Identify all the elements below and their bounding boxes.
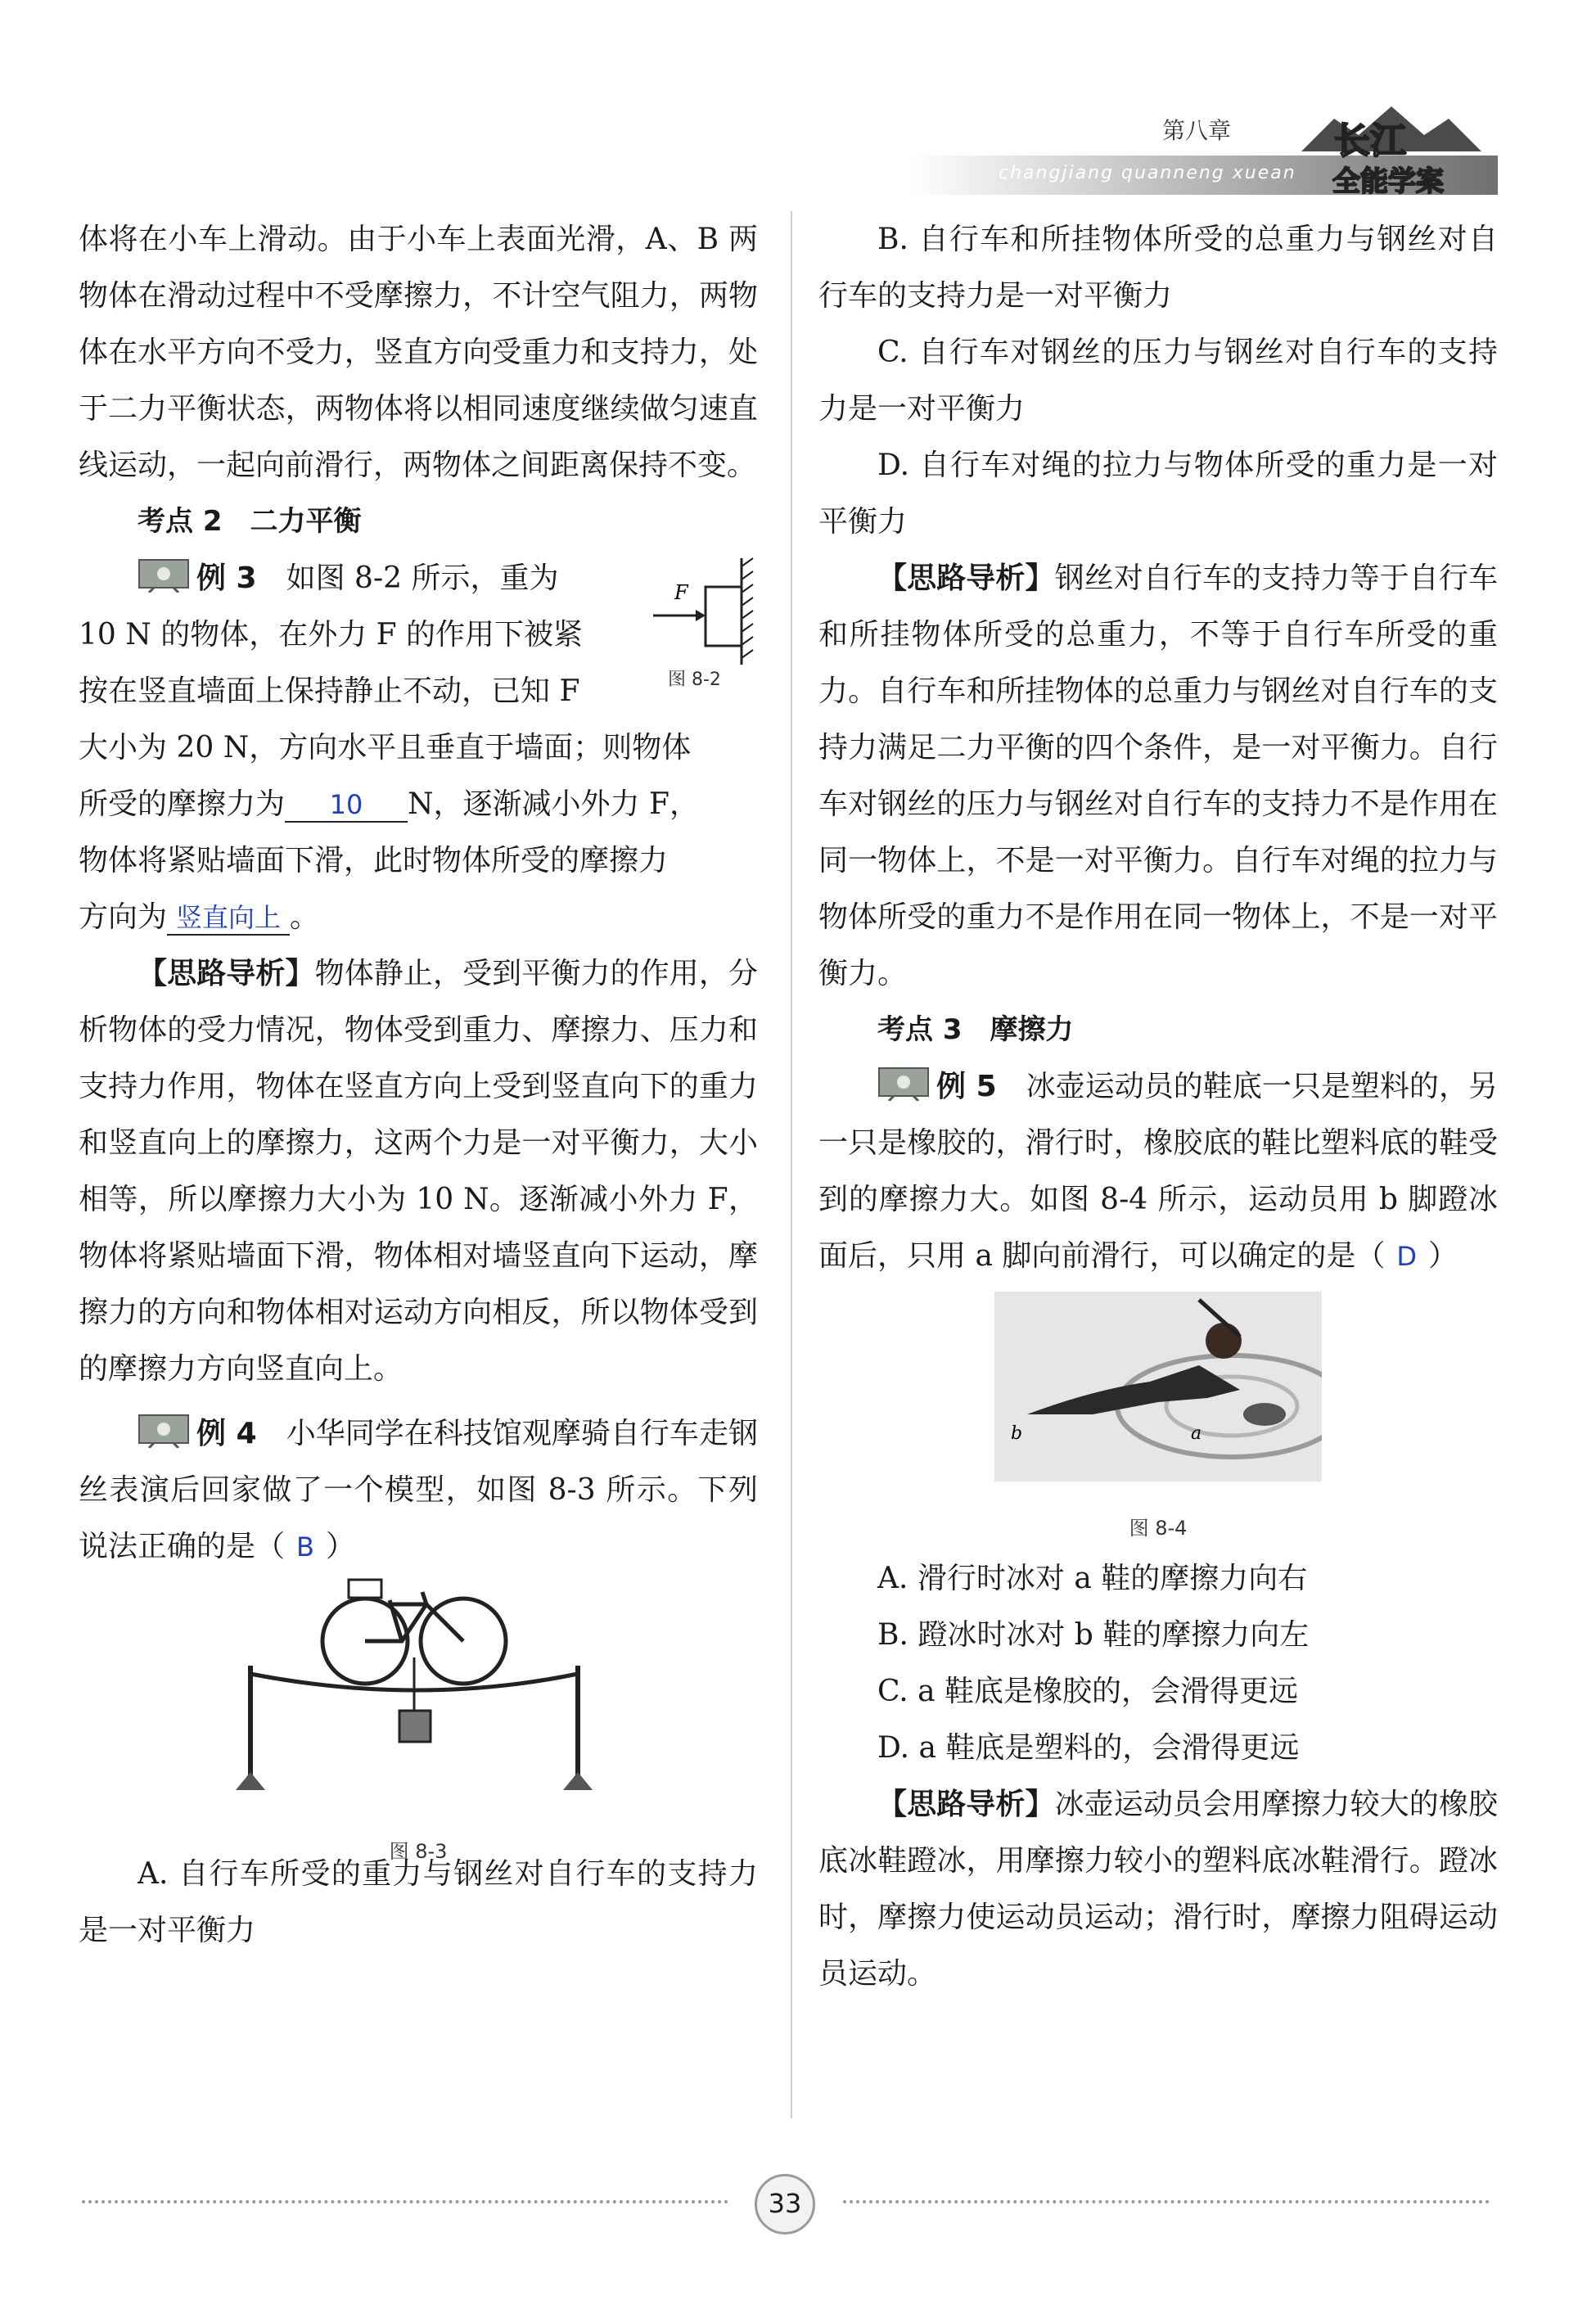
example-5-label: 例 5 [936,1070,997,1103]
example-5-option-c: C. a 鞋底是橡胶的，会滑得更远 [877,1675,1299,1708]
example-5-answer: D [1396,1241,1417,1272]
analysis-4-text: 钢丝对自行车的支持力等于自行车和所挂物体所受的总重力，不等于自行车所受的重力。自行车和所挂物体的总重力与钢丝对自行车的支持力满足二力平衡的四个条件，是一对平衡力。自行车对钢丝的压力与钢丝对自行车的支持力不是作用在同一物体上，不是一对平衡力。自行车对绳的拉力与物体所受的重力不是作用在同一物体上，不是一对平衡力。 [818,561,1498,990]
series-pinyin: changjiang quanneng xuean [999,163,1296,183]
figure-8-4-caption: 图 8-4 [1129,1517,1188,1540]
example-5-close: ） [1428,1239,1458,1273]
figure-8-2 [651,550,758,689]
analysis-3-tag: 【思路导析】 [138,957,315,990]
section-heading-3: 考点 3 摩擦力 [877,1013,1074,1046]
example-icon [877,1065,930,1101]
figure-8-3 [79,1576,758,1863]
bicycle-tightrope-figure [226,1576,611,1805]
figure-8-2-caption: 图 8-2 [668,670,721,689]
analysis-5-text: 冰壶运动员会用摩擦力较大的橡胶底冰鞋蹬冰，用摩擦力较小的塑料底冰鞋滑行。蹬冰时，摩擦力使运动员运动；滑行时，摩擦力阻碍运动员运动。 [818,1788,1498,1991]
example-3-text-5b: N，逐渐减小外力 F， [408,787,699,821]
example-4-option-a: A. 自行车所受的重力与钢丝对自行车的支持力是一对平衡力 [79,1857,758,1947]
shoe-b-label: b [1011,1423,1023,1444]
analysis-5-tag: 【思路导析】 [877,1788,1055,1821]
example-5-option-d: D. a 鞋底是塑料的，会滑得更远 [877,1731,1300,1765]
example-4-option-d: D. 自行车对绳的拉力与物体所受的重力是一对平衡力 [818,449,1498,539]
example-3-text-5a: 所受的摩擦力为 [79,787,286,821]
example-3-text-3: 按在竖直墙面上保持静止不动，已知 F [79,674,580,708]
example-4-close: ） [325,1530,355,1563]
analysis-4-tag: 【思路导析】 [877,561,1055,595]
example-5-text: 冰壶运动员的鞋底一只是塑料的，另一只是橡胶的，滑行时，橡胶底的鞋比塑料底的鞋受到的摩擦力大。如图 8-4 所示，运动员用 b 脚蹬冰面后，只用 a 脚向前滑行，可以确定的是（ [818,1070,1498,1273]
analysis-3-text: 物体静止，受到平衡力的作用，分析物体的受力情况，物体受到重力、摩擦力、压力和支持力作用，物体在竖直方向上受到竖直向下的重力和竖直向上的摩擦力，这两个力是一对平衡力，大小相等，所以摩擦力大小为 10 N。逐渐减小外力 F，物体将紧贴墙面下滑，物体相对墙竖直向下运动，摩擦力的方向和物体相对运动方向相反，所以物体受到的摩擦力方向竖直向上。 [79,957,758,1386]
column-divider [791,211,792,2118]
hanging-weight [399,1711,431,1742]
example-5-option-a: A. 滑行时冰对 a 鞋的摩擦力向右 [877,1562,1308,1595]
example-3-text-7a: 方向为 [79,900,168,934]
example-4-option-b: B. 自行车和所挂物体所受的总重力与钢丝对自行车的支持力是一对平衡力 [818,223,1498,313]
answer-blank-2: 竖直向上 [167,901,290,936]
example-3-text-4: 大小为 20 N，方向水平且垂直于墙面；则物体 [79,731,692,764]
example-4-text: 小华同学在科技馆观摩骑自行车走钢丝表演后回家做了一个模型，如图 8-3 所示。下列说法正确的是（ [79,1417,758,1563]
example-3-text-7b: 。 [290,900,320,934]
right-column [818,211,1498,2002]
force-arrow [696,610,706,621]
page-number: 33 [755,2174,815,2235]
section-heading-2: 考点 2 二力平衡 [138,505,362,538]
example-3-text-6: 物体将紧贴墙面下滑，此时物体所受的摩擦力 [79,844,669,877]
series-logo [1285,102,1498,201]
answer-blank-1: 10 [285,788,408,823]
example-3-label: 例 3 [196,561,257,595]
chapter-label: 第八章 [1162,117,1232,144]
figure-8-4 [818,1292,1498,1550]
example-4-label: 例 4 [196,1417,257,1450]
example-4-answer: B [296,1531,314,1563]
example-3-text-2: 10 N 的物体，在外力 F 的作用下被紧 [79,618,584,652]
intro-paragraph: 体将在小车上滑动。由于小车上表面光滑，A、B 两物体在滑动过程中不受摩擦力，不计空气阻力，两物体在水平方向不受力，竖直方向受重力和支持力，处于二力平衡状态，两物体将以相同速度继续做匀速直线运动，一起向前滑行，两物体之间距离保持不变。 [79,223,758,482]
logo-title: 长江 [1334,120,1406,162]
block-shape [706,587,742,646]
example-4-option-c: C. 自行车对钢丝的压力与钢丝对自行车的支持力是一对平衡力 [818,336,1498,426]
example-5-option-b: B. 蹬冰时冰对 b 鞋的摩擦力向左 [877,1618,1310,1652]
shoe-a-label: a [1191,1423,1202,1444]
footer-rule-right [843,2200,1490,2203]
example-3-text-1: 如图 8-2 所示，重为 [286,561,559,595]
force-label: F [674,581,688,604]
left-column [79,211,758,1959]
figure-8-3-caption: 图 8-3 [389,1840,448,1863]
example-icon [138,557,190,593]
footer-rule-left [82,2200,728,2203]
example-icon [138,1412,190,1448]
example-3 [79,550,758,945]
curling-photo [994,1292,1322,1481]
logo-subtitle: 全能学案 [1332,165,1444,198]
